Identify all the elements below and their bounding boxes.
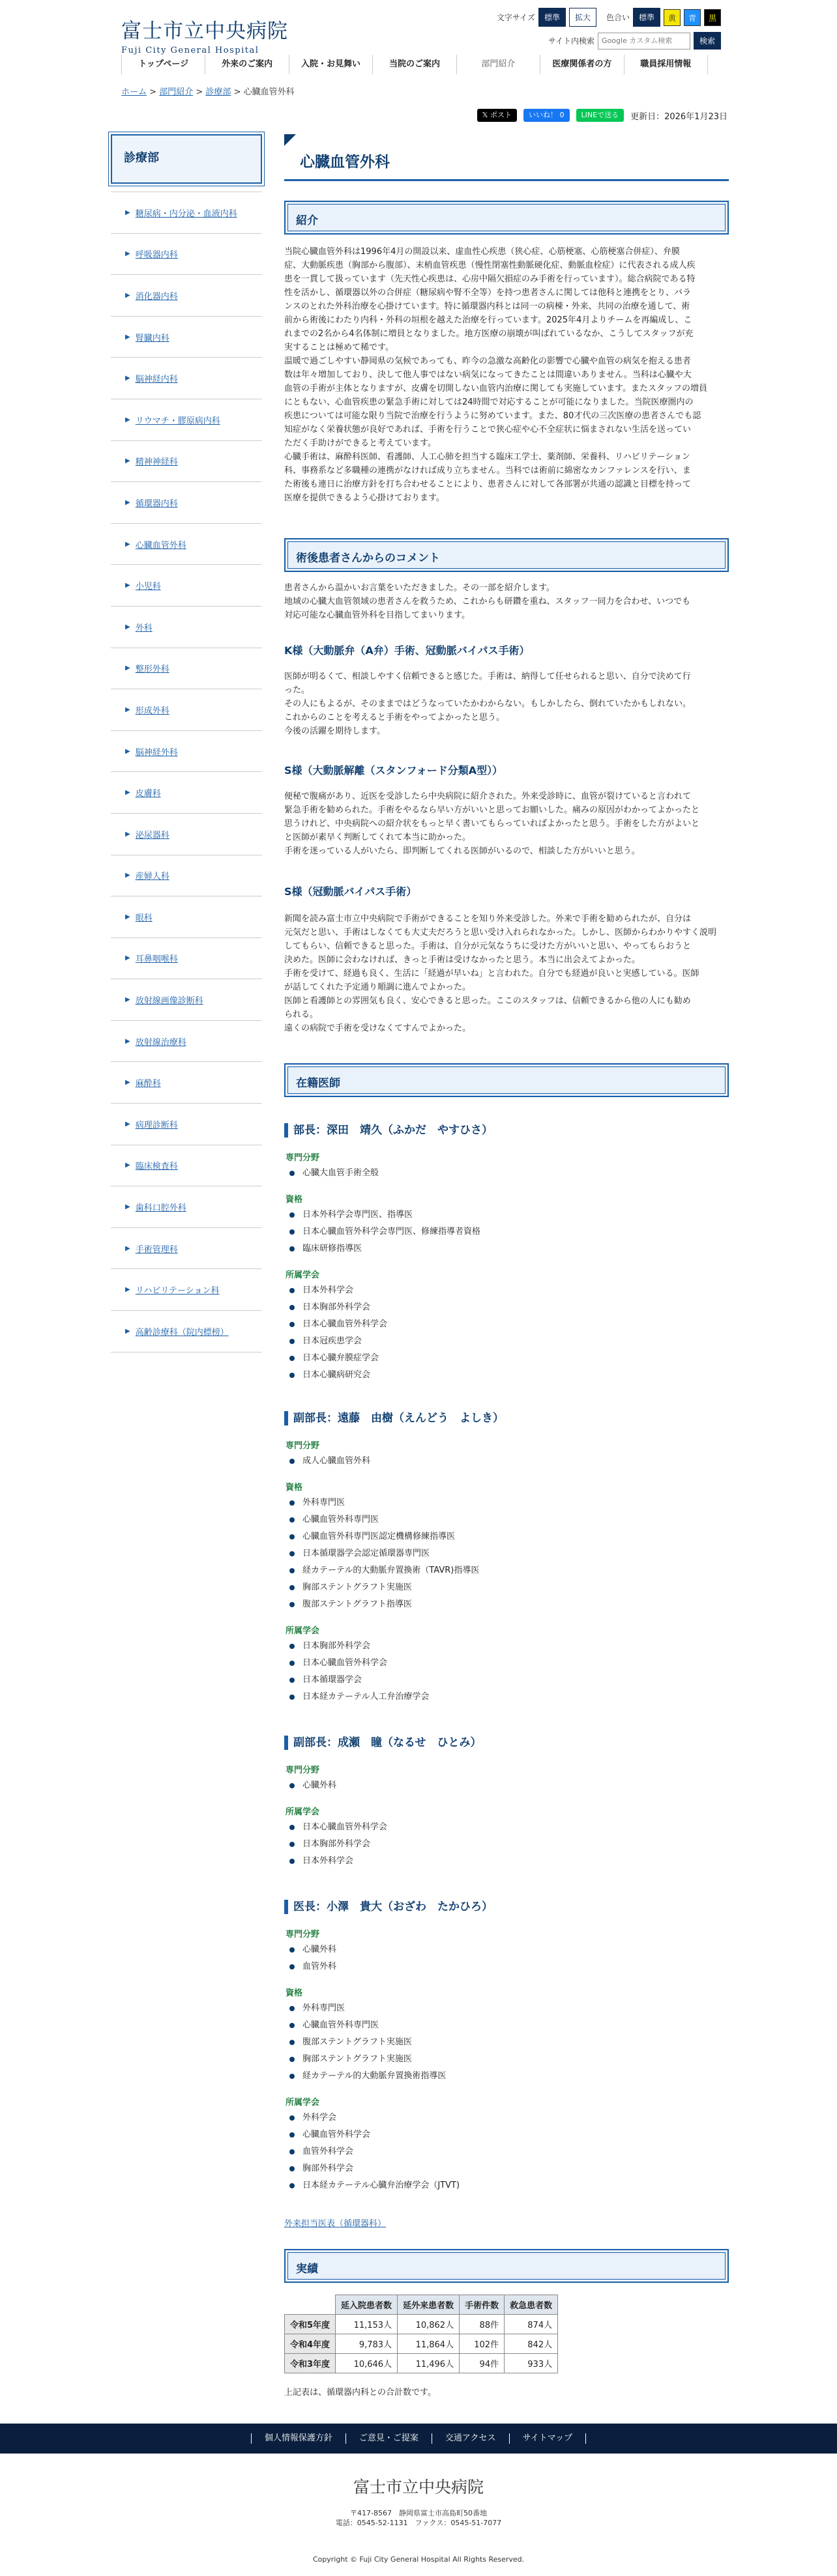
text-line: 緊急手術を勧められた。手術をやるなら早い方がいいと思ってお願いした。痛みの原因がわかってよかったと bbox=[284, 805, 700, 815]
arrow-right-icon: ▶ bbox=[125, 416, 130, 423]
list-item: 心臓大血管手術全般 bbox=[284, 1165, 379, 1182]
sidebar-item-label[interactable]: 小児科 bbox=[135, 582, 161, 592]
hospital-logo[interactable] bbox=[121, 14, 288, 55]
intro-paragraph-2 bbox=[284, 354, 729, 450]
list-item: 血管外科 bbox=[284, 1958, 336, 1975]
text-line: 数は年々増加しており、決して他人事ではない病気になってきたことは間違いありません。当科は心臓や大 bbox=[284, 370, 692, 380]
arrow-right-icon: ▶ bbox=[125, 498, 130, 506]
text-line: 今後の活躍を期待します。 bbox=[284, 726, 385, 736]
list-item: 血管外科学会 bbox=[284, 2143, 460, 2160]
x-icon: 𝕏 bbox=[482, 111, 491, 119]
doctor-4-qual-list bbox=[284, 2000, 446, 2085]
sidebar-item[interactable] bbox=[111, 896, 262, 938]
sidebar-item-label[interactable]: 眼科 bbox=[135, 913, 153, 923]
logo-en: Fuji City General Hospital bbox=[121, 46, 259, 55]
list-item: 外科学会 bbox=[284, 2110, 460, 2126]
copyright: Copyright © Fuji City General Hospital All Rights Reserved. bbox=[312, 2555, 525, 2564]
gnav-medical-staff[interactable]: 医療関係者の方 bbox=[540, 55, 624, 74]
sidebar-item-label[interactable]: 耳鼻咽喉科 bbox=[135, 954, 178, 965]
comment-s2-heading: S様（冠動脈バイパス手術） bbox=[284, 885, 417, 898]
sidebar-item[interactable] bbox=[111, 1311, 262, 1352]
breadcrumb-clinic[interactable]: 診療部 bbox=[205, 87, 231, 97]
sidebar-item[interactable] bbox=[111, 689, 262, 731]
list-item: 胸部ステントグラフト実施医 bbox=[284, 2051, 446, 2068]
logo-jp: 富士市立中央病院 bbox=[121, 20, 288, 43]
arrow-right-icon: ▶ bbox=[125, 291, 130, 299]
sidebar-item[interactable] bbox=[111, 855, 262, 897]
table-cell: 11,864人 bbox=[398, 2334, 460, 2354]
breadcrumb bbox=[121, 85, 295, 97]
table-cell: 11,496人 bbox=[398, 2354, 460, 2373]
sidebar-item[interactable] bbox=[111, 399, 262, 441]
intro-paragraph-3 bbox=[284, 450, 729, 505]
text-line: られる。 bbox=[284, 1010, 319, 1020]
section-intro-heading: 紹介 bbox=[284, 201, 729, 235]
list-item: 日本循環器学会 bbox=[284, 1672, 429, 1689]
text-line: れまでの2名から4名体制に増員となりました。地方医療の崩壊が叫ばれているなか、こうしてスタッフが充 bbox=[284, 329, 694, 339]
list-item: 日本冠疾患学会 bbox=[284, 1333, 387, 1350]
doctor-3-specialty-list bbox=[284, 1777, 336, 1794]
text-line: 医師が明るくて、相談しやすく信頼できると感じた。手術は、納得して任せられると思い、自分で決めて行 bbox=[284, 672, 691, 681]
sidebar-item-label[interactable]: 脳神経外科 bbox=[135, 747, 178, 758]
doctor-1-name: 部長：深田 靖久（ふかだ やすひさ） bbox=[284, 1123, 493, 1138]
doctor-1-qual-list bbox=[284, 1207, 480, 1257]
text-line: 血管の手術が主体となりますが、皮膚を切開しない血管内治療に関しても実施しています。またスタッフの増員 bbox=[284, 384, 707, 394]
font-standard-button[interactable]: 標準 bbox=[538, 8, 566, 27]
footer-nav bbox=[0, 2424, 837, 2454]
text-line: 患者さんから温かいお言葉をいただきました。その一部を紹介します。 bbox=[284, 583, 555, 593]
row-year: 令和5年度 bbox=[285, 2315, 336, 2334]
table-cell: 88件 bbox=[460, 2315, 505, 2334]
main-content bbox=[284, 134, 729, 2397]
gnav-top[interactable]: トップページ bbox=[122, 55, 205, 74]
title-corner-mark bbox=[284, 134, 296, 146]
table-cell: 94件 bbox=[460, 2354, 505, 2373]
list-item: 腹部ステントグラフト実施医 bbox=[284, 2034, 446, 2051]
search-button[interactable]: 検索 bbox=[694, 32, 721, 50]
text-line: 手術を迷っている人がいたら、即判断してくれる医師がいるので、相談した方がいいと思う。 bbox=[284, 846, 640, 856]
arrow-right-icon: ▶ bbox=[125, 1203, 130, 1211]
arrow-right-icon: ▶ bbox=[125, 623, 130, 631]
arrow-right-icon: ▶ bbox=[125, 665, 130, 672]
arrow-right-icon: ▶ bbox=[125, 789, 130, 797]
doctor-4-name: 医長：小澤 貴大（おざわ たかひろ） bbox=[284, 1900, 493, 1914]
share-bar bbox=[477, 109, 727, 122]
list-item: 日本心臓血管外科学会 bbox=[284, 1316, 387, 1333]
text-line: た術後も連日に治療方針を打ち合わせることにより、患者さんに対して各部署が共通の認識と目標を持って bbox=[284, 479, 692, 489]
breadcrumb-current: 心臓血管外科 bbox=[243, 87, 295, 97]
sidebar-item[interactable] bbox=[111, 648, 262, 690]
list-item: 日本胸部外科学会 bbox=[284, 1299, 387, 1316]
results-table bbox=[284, 2295, 558, 2373]
table-cell: 10,646人 bbox=[336, 2354, 398, 2373]
gnav-inpatient[interactable]: 入院・お見舞い bbox=[289, 55, 373, 74]
doctor-2-specialty-label: 専門分野 bbox=[286, 1441, 320, 1451]
sidebar-item-label[interactable]: 心臓血管外科 bbox=[135, 540, 186, 551]
list-item: 日本外科学会 bbox=[284, 1853, 387, 1870]
sidebar-item[interactable] bbox=[111, 1228, 262, 1270]
outpatient-schedule-link[interactable]: 外来担当医表（循環器科） bbox=[284, 2219, 387, 2229]
arrow-right-icon: ▶ bbox=[125, 996, 130, 1004]
sidebar-item-label[interactable]: 精神神経科 bbox=[135, 457, 178, 468]
text-line: 便秘で腹痛があり、近医を受診したら中央病院に紹介された。外来受診時に、血管が裂けていると言われて bbox=[284, 792, 692, 801]
x-post-button[interactable] bbox=[477, 109, 517, 122]
sidebar-item-label[interactable]: 麻酔科 bbox=[135, 1079, 161, 1089]
table-cell: 10,862人 bbox=[398, 2315, 460, 2334]
arrow-right-icon: ▶ bbox=[125, 1162, 130, 1169]
text-line: 医療を提供できるよう心掛けております。 bbox=[284, 493, 445, 503]
arrow-right-icon: ▶ bbox=[125, 457, 130, 465]
sidebar-item-label[interactable]: 放射線治療科 bbox=[135, 1037, 186, 1048]
col-inpatients: 延入院患者数 bbox=[336, 2295, 398, 2315]
list-item: 胸部ステントグラフト実施医 bbox=[284, 1579, 479, 1596]
search-input[interactable] bbox=[598, 33, 690, 50]
gnav-recruit[interactable]: 職員採用情報 bbox=[624, 55, 708, 74]
doctor-1-specialty-list bbox=[284, 1165, 379, 1182]
text-line: と医師が素早く判断してくれて本当に助かった。 bbox=[284, 833, 471, 842]
arrow-right-icon: ▶ bbox=[125, 1286, 130, 1294]
doctor-3-specialty-label: 専門分野 bbox=[286, 1766, 320, 1775]
text-line: 疾患については可能な限り当院で治療を行うように努めています。また、80才代の三次医療の患者さんでも認 bbox=[284, 411, 701, 421]
list-item: 心臓血管外科専門医 bbox=[284, 1511, 479, 1528]
table-cell: 9,783人 bbox=[336, 2334, 398, 2354]
text-line: 元気だと思い、手術はしなくても大丈夫だろうと思い受け入れられなかった。しかし、医師からわかりやすく説明 bbox=[284, 928, 717, 937]
text-line: 対応可能な心臓血管外科を目指してまいります。 bbox=[284, 610, 470, 620]
text-line: 新聞を読み富士市立中央病院で手術ができることを知り外来受診した。外来で手術を勧められたが、自分は bbox=[284, 914, 692, 924]
section-comments-heading: 術後患者さんからのコメント bbox=[284, 538, 729, 572]
comment-s1-text bbox=[284, 790, 729, 858]
sidebar-item[interactable] bbox=[111, 275, 262, 317]
arrow-right-icon: ▶ bbox=[125, 706, 130, 713]
sidebar-item[interactable] bbox=[111, 979, 262, 1021]
list-item: 日本経カテーテル人工弁治療学会 bbox=[284, 1689, 429, 1706]
doctor-4-specialty-list bbox=[284, 1941, 336, 1975]
results-table-header-row bbox=[285, 2295, 558, 2315]
section-results-heading: 実績 bbox=[284, 2249, 729, 2283]
sidebar-item[interactable] bbox=[111, 772, 262, 814]
text-line: ンスのとれた外科治療を心掛けています。特に循環器内科とは同一の病棟・外来、共同の治療を通して、術 bbox=[284, 302, 690, 311]
footer-phone: 電話：0545-52-1131 ファクス：0545-51-7077 bbox=[335, 2519, 502, 2527]
table-cell: 842人 bbox=[505, 2334, 558, 2354]
font-large-button[interactable]: 拡大 bbox=[569, 8, 596, 27]
list-item: 心臓血管外科専門医認定機構修練指導医 bbox=[284, 1528, 479, 1545]
table-cell: 933人 bbox=[505, 2354, 558, 2373]
sidebar-item-label[interactable]: 泌尿器科 bbox=[135, 830, 169, 840]
sidebar-item-label[interactable]: 外科 bbox=[135, 623, 153, 633]
section-doctors-heading: 在籍医師 bbox=[284, 1063, 729, 1097]
doctor-1-society-list bbox=[284, 1282, 387, 1384]
list-item: 心臓外科 bbox=[284, 1777, 336, 1794]
sidebar-item-label[interactable]: 腎臓内科 bbox=[135, 333, 169, 343]
sidebar-item[interactable] bbox=[111, 814, 262, 855]
list-item: 腹部ステントグラフト指導医 bbox=[284, 1596, 479, 1613]
sidebar-item[interactable] bbox=[111, 565, 262, 607]
x-post-label: ポスト bbox=[490, 111, 512, 119]
intro-paragraph-1 bbox=[284, 245, 729, 354]
arrow-right-icon: ▶ bbox=[125, 1120, 130, 1128]
utility-bar bbox=[497, 8, 721, 55]
list-item: 成人心臓血管外科 bbox=[284, 1453, 370, 1470]
table-cell: 874人 bbox=[505, 2315, 558, 2334]
sidebar-item-label[interactable]: 病理診断科 bbox=[135, 1120, 178, 1130]
sidebar-item-label[interactable]: 形成外科 bbox=[135, 706, 169, 716]
row-year: 令和4年度 bbox=[285, 2334, 336, 2354]
doctor-2-specialty-list bbox=[284, 1453, 370, 1470]
arrow-right-icon: ▶ bbox=[125, 1244, 130, 1252]
arrow-right-icon: ▶ bbox=[125, 333, 130, 341]
arrow-right-icon: ▶ bbox=[125, 913, 130, 921]
comment-k-heading: K様（大動脈弁（A弁）手術、冠動脈バイパス手術） bbox=[284, 644, 530, 657]
arrow-right-icon: ▶ bbox=[125, 208, 130, 216]
text-line: 決めた。医師に会わなければ、きっと手術は受けなかったと思う。本当に出会えてよかった。 bbox=[284, 955, 641, 965]
text-line: 遠くの病院で手術を受けなくてすんでよかった。 bbox=[284, 1023, 471, 1033]
doctor-3-name: 副部長：成瀬 瞳（なるせ ひとみ） bbox=[284, 1736, 482, 1750]
sidebar-item-label[interactable]: リウマチ・膠原病内科 bbox=[135, 416, 220, 426]
color-label: 色合い bbox=[606, 13, 630, 22]
sidebar-item-label[interactable]: リハビリテーション科 bbox=[135, 1286, 220, 1296]
arrow-right-icon: ▶ bbox=[125, 1037, 130, 1045]
arrow-right-icon: ▶ bbox=[125, 954, 130, 962]
arrow-right-icon: ▶ bbox=[125, 1327, 130, 1335]
sidebar-item[interactable] bbox=[111, 731, 262, 773]
list-item: 日本胸部外科学会 bbox=[284, 1638, 429, 1655]
list-item: 日本経カテーテル心臓弁治療学会（JTVT) bbox=[284, 2177, 460, 2194]
sidebar-item-label[interactable]: 高齢診療科（院内標榜） bbox=[135, 1327, 229, 1338]
list-item: 外科専門医 bbox=[284, 2000, 446, 2017]
text-line: 患を一貫して扱っています（先天性心疾患は、心房中隔欠損症のみ手術を行っています）。総合病院である特 bbox=[284, 274, 696, 284]
sidebar-item[interactable] bbox=[111, 358, 262, 399]
sidebar-item[interactable] bbox=[111, 441, 262, 483]
doctor-2-qual-list bbox=[284, 1495, 479, 1613]
sidebar-item[interactable] bbox=[111, 524, 262, 565]
site-search-label: サイト内検索 bbox=[548, 36, 595, 46]
text-line: これからのことを考えると手術をやってよかったと思う。 bbox=[284, 713, 505, 723]
text-line: 前から術後にわたり内科・外科の垣根を越えた治療を行っています。2025年4月よりチームを再編成し、こ bbox=[284, 315, 692, 325]
text-line: ただく手助けができると考えています。 bbox=[284, 438, 436, 448]
results-table-corner bbox=[285, 2295, 336, 2315]
comment-s2-text bbox=[284, 912, 729, 1035]
list-item: 日本外科学会専門医、指導医 bbox=[284, 1207, 480, 1224]
list-item: 日本心臓血管外科学会専門医、修練指導者資格 bbox=[284, 1224, 480, 1240]
comment-s1-heading: S様（大動脈解離（スタンフォード分類A型）） bbox=[284, 764, 503, 777]
font-size-label: 文字サイズ bbox=[496, 13, 535, 22]
table-cell: 11,153人 bbox=[336, 2315, 398, 2334]
doctor-4-society-list bbox=[284, 2110, 460, 2194]
table-row bbox=[285, 2354, 558, 2373]
doctor-1-specialty-label: 専門分野 bbox=[286, 1153, 320, 1163]
line-share-button[interactable]: LINEで送る bbox=[576, 109, 624, 122]
text-line: にともない、心血管疾患の緊急手術に対しては24時間で対応することが可能になりました。当院医療圏内の bbox=[284, 397, 694, 407]
sidebar-item-label[interactable]: 皮膚科 bbox=[135, 789, 161, 799]
list-item: 日本心臓血管外科学会 bbox=[284, 1819, 387, 1836]
list-item: 経カテーテル的大動脈弁置換術（TAVR)指導医 bbox=[284, 1562, 479, 1579]
list-item: 胸部外科学会 bbox=[284, 2160, 460, 2177]
col-emergency: 救急患者数 bbox=[505, 2295, 558, 2315]
sidebar-item-label[interactable]: 放射線画像診断科 bbox=[135, 996, 203, 1007]
sidebar-item[interactable] bbox=[111, 1269, 262, 1311]
sidebar-item-label[interactable]: 消化器内科 bbox=[135, 291, 178, 302]
sidebar-item-label[interactable]: 循環器内科 bbox=[135, 498, 178, 509]
doctor-4-society-label: 所属学会 bbox=[286, 2098, 320, 2108]
arrow-right-icon: ▶ bbox=[125, 1079, 130, 1087]
text-line: 科、事務系など多職種の連携がなければ成り立ちません。当科では術前に綿密なカンファレンスを行い、ま bbox=[284, 466, 691, 476]
doctor-4-qual-label: 資格 bbox=[286, 1988, 303, 1998]
breadcrumb-home[interactable]: ホーム bbox=[121, 87, 147, 97]
doctor-2-qual-label: 資格 bbox=[286, 1483, 303, 1493]
updated-date: 更新日：2026年1月23日 bbox=[630, 111, 727, 122]
doctor-1-society-label: 所属学会 bbox=[286, 1270, 320, 1280]
doctor-3-society-list bbox=[284, 1819, 387, 1870]
text-line: 手術を受けて、経過も良く、生活に「経過が早いね」と言われた。自分でも経過が良いと実感している。医師 bbox=[284, 969, 699, 979]
sidebar-item[interactable] bbox=[111, 1104, 262, 1145]
sidebar-item[interactable] bbox=[111, 1145, 262, 1187]
table-cell: 102件 bbox=[460, 2334, 505, 2354]
text-line: してもらい、信頼できると思った。手術は、自分が元気なうちに受けた方がいいと思い、やってもらおうと bbox=[284, 941, 692, 951]
list-item: 日本外科学会 bbox=[284, 1282, 387, 1299]
sidebar-item-label[interactable]: 整形外科 bbox=[135, 665, 169, 675]
site-header bbox=[0, 0, 837, 97]
sidebar-item-label[interactable]: 臨床検査科 bbox=[135, 1162, 178, 1172]
list-item: 日本胸部外科学会 bbox=[284, 1836, 387, 1853]
list-item: 心臓血管外科専門医 bbox=[284, 2017, 446, 2034]
gnav-departments[interactable]: 部門紹介 bbox=[457, 55, 540, 74]
arrow-right-icon: ▶ bbox=[125, 872, 130, 880]
list-item: 経カテーテル的大動脈弁置換術指導医 bbox=[284, 2068, 446, 2085]
sidebar-item[interactable] bbox=[111, 1021, 262, 1063]
gnav-outpatient[interactable]: 外来のご案内 bbox=[205, 55, 289, 74]
comment-k-text bbox=[284, 670, 729, 738]
text-line: が話してくれた予定通り順調に進んでよかった。 bbox=[284, 982, 471, 992]
sidebar-item[interactable] bbox=[111, 938, 262, 980]
text-line: 温暖で過ごしやすい静岡県の気候であっても、昨今の急激な高齢化の影響で心臓や血管の病気を抱える患者 bbox=[284, 356, 691, 366]
arrow-right-icon: ▶ bbox=[125, 375, 130, 382]
page-title-text: 心臓血管外科 bbox=[300, 154, 390, 171]
text-line: 医師と看護師との雰囲気も良く、安心できると思った。ここのスタッフは、信頼できるから他の人にも勧め bbox=[284, 996, 691, 1006]
footer-access-link[interactable]: 交通アクセス bbox=[432, 2433, 509, 2444]
list-item: 日本心臓血管外科学会 bbox=[284, 1655, 429, 1672]
color-black-button[interactable]: 黒 bbox=[704, 9, 721, 26]
text-line: 知症がなく栄養状態が良好であれば、手術を行うことで狭心症や心不全症状に悩まされない生活を送ってい bbox=[284, 425, 692, 435]
breadcrumb-sep: > bbox=[196, 87, 203, 97]
footer-sitemap-link[interactable]: サイトマップ bbox=[509, 2433, 587, 2444]
sidebar-item[interactable] bbox=[111, 482, 262, 524]
table-row bbox=[285, 2334, 558, 2354]
table-row bbox=[285, 2315, 558, 2334]
sidebar-item-label[interactable]: 産婦人科 bbox=[135, 872, 169, 882]
color-blue-button[interactable]: 青 bbox=[684, 9, 701, 26]
gnav-about[interactable]: 当院のご案内 bbox=[373, 55, 456, 74]
breadcrumb-sep: > bbox=[149, 87, 157, 97]
footer-address: 〒417-8567 静岡県富士市高島町50番地 bbox=[350, 2509, 487, 2517]
global-nav bbox=[121, 55, 708, 74]
text-line: 心臓手術は、麻酔科医師、看護師、人工心肺を担当する臨床工学士、薬剤師、栄養科、リハビリテーション bbox=[284, 452, 690, 462]
comments-intro bbox=[284, 581, 729, 622]
sidebar-item-label[interactable]: 糖尿病・内分泌・血液内科 bbox=[135, 208, 237, 219]
text-line: 当院心臓血管外科は1996年4月の開設以来、虚血性心疾患（狭心症、心筋梗塞、心筋梗塞合併症）、弁膜 bbox=[284, 247, 680, 257]
doctor-2-society-list bbox=[284, 1638, 429, 1706]
col-surgeries: 手術件数 bbox=[460, 2295, 505, 2315]
color-standard-button[interactable]: 標準 bbox=[633, 8, 660, 27]
arrow-right-icon: ▶ bbox=[125, 747, 130, 755]
sidebar-item-label[interactable]: 歯科口腔外科 bbox=[135, 1203, 186, 1214]
doctor-4-specialty-label: 専門分野 bbox=[286, 1930, 320, 1939]
arrow-right-icon: ▶ bbox=[125, 582, 130, 590]
row-year: 令和3年度 bbox=[285, 2354, 336, 2373]
page-title bbox=[284, 134, 729, 181]
arrow-right-icon: ▶ bbox=[125, 830, 130, 838]
text-line: 思うけれど、中央病院への紹介状をもっと早く書いてもらっていればよかったと思う。手術をした方がよいと bbox=[284, 819, 700, 829]
text-line: った。 bbox=[284, 685, 310, 695]
arrow-right-icon: ▶ bbox=[125, 540, 130, 548]
text-line: 性を活かし、循環器以外の合併症（糖尿病や腎不全等）を持つ患者さんに関しては他科と連携をとり、バラ bbox=[284, 288, 692, 298]
footer-feedback-link[interactable]: ご意見・ご提案 bbox=[345, 2433, 432, 2444]
sidebar-item[interactable] bbox=[111, 1186, 262, 1228]
doctor-2-society-label: 所属学会 bbox=[286, 1626, 320, 1636]
breadcrumb-sep: > bbox=[233, 87, 241, 97]
sidebar-item[interactable] bbox=[111, 607, 262, 648]
sidebar-list bbox=[111, 192, 262, 1352]
sidebar-item[interactable] bbox=[111, 1062, 262, 1104]
list-item: 心臓外科 bbox=[284, 1941, 336, 1958]
sidebar-item-label[interactable]: 脳神経内科 bbox=[135, 375, 178, 385]
doctor-2-name: 副部長：遠藤 由樹（えんどう よしき） bbox=[284, 1411, 504, 1425]
color-yellow-button[interactable]: 黄 bbox=[664, 9, 681, 26]
doctor-3-society-label: 所属学会 bbox=[286, 1807, 320, 1817]
list-item: 日本循環器学会認定循環器専門医 bbox=[284, 1545, 479, 1562]
text-line: 実することは極めて稀です。 bbox=[284, 343, 394, 352]
facebook-like-button[interactable]: いいね！ 0 bbox=[523, 109, 570, 122]
list-item: 臨床研修指導医 bbox=[284, 1240, 480, 1257]
list-item: 日本心臓弁膜症学会 bbox=[284, 1350, 387, 1367]
table-note: 上記表は、循環器内科との合計数です。 bbox=[284, 2388, 436, 2397]
list-item: 心臓血管外科学会 bbox=[284, 2126, 460, 2143]
list-item: 日本心臓病研究会 bbox=[284, 1367, 387, 1384]
col-outpatients: 延外来患者数 bbox=[398, 2295, 460, 2315]
arrow-right-icon: ▶ bbox=[125, 250, 130, 258]
text-line: その人にもよるが、そのままではどうなっていたかわからない。もしかしたら、倒れていたかもしれない。 bbox=[284, 699, 692, 709]
sidebar-title: 診療部 bbox=[111, 134, 262, 184]
doctor-1-qual-label: 資格 bbox=[286, 1195, 303, 1205]
sidebar-item-label[interactable]: 呼吸器内科 bbox=[135, 250, 178, 261]
sidebar-item[interactable] bbox=[111, 234, 262, 276]
text-line: 地域の心臓大血管領域の患者さんを救うため、これからも研鑽を重ね、スタッフ一同力を合わせ、いつでも bbox=[284, 597, 691, 607]
sidebar bbox=[111, 134, 262, 1352]
sidebar-item[interactable] bbox=[111, 317, 262, 358]
text-line: 症、大動脈疾患（胸部から腹部）、末梢血管疾患（慢性閉塞性動脈硬化症、動脈血栓症）に代表される成人疾 bbox=[284, 261, 696, 270]
footer-logo[interactable]: 富士市立中央病院 bbox=[353, 2478, 484, 2497]
footer-privacy-link[interactable]: 個人情報保護方針 bbox=[251, 2433, 345, 2444]
footer-address-block bbox=[0, 2508, 837, 2528]
sidebar-item-label[interactable]: 手術管理科 bbox=[135, 1244, 178, 1255]
breadcrumb-dept[interactable]: 部門紹介 bbox=[159, 87, 194, 97]
list-item: 外科専門医 bbox=[284, 1495, 479, 1511]
sidebar-item[interactable] bbox=[111, 192, 262, 234]
